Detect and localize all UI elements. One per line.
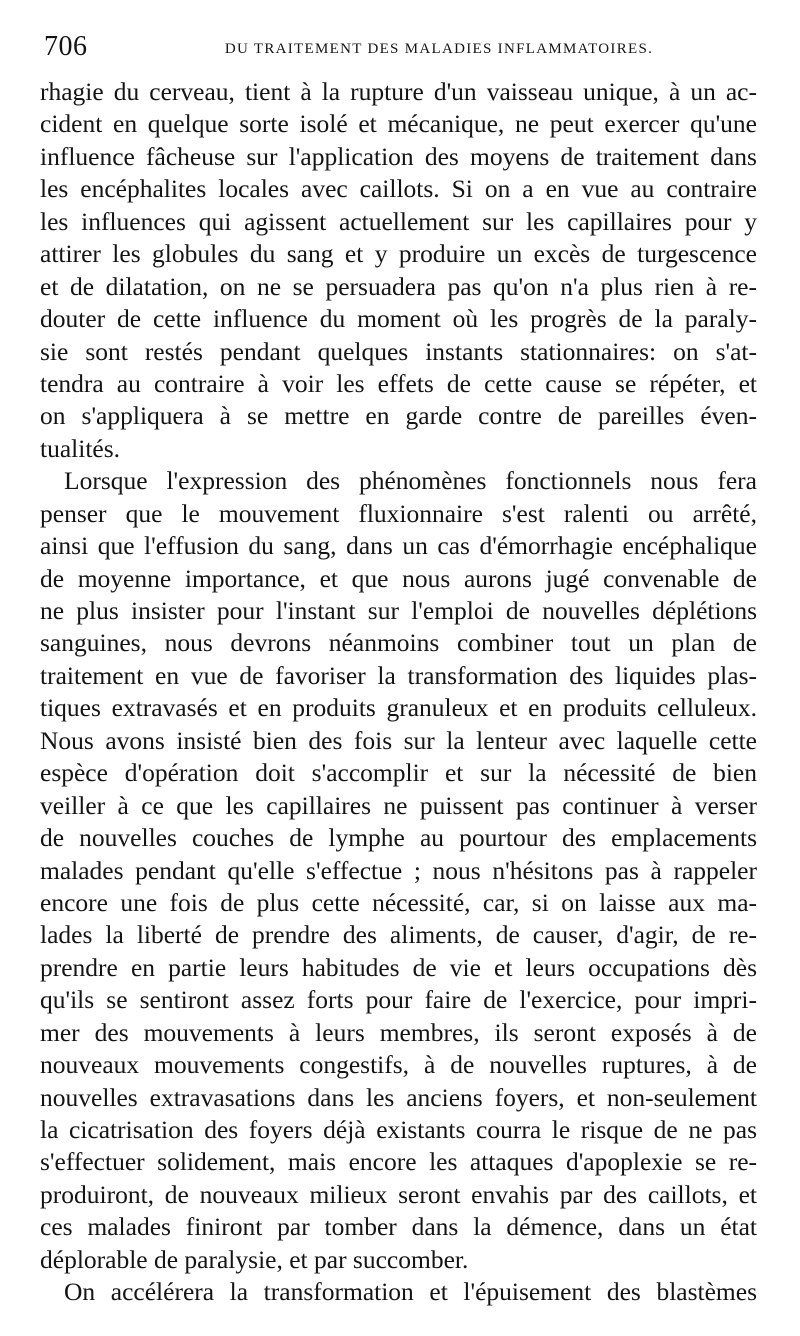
paragraph-first-line: On accélérera la transformation et l'épuisement des blastèmes [64,1277,757,1307]
body-text [40,76,757,1309]
page-header [44,30,756,66]
text-line: veiller à ce que les capillaires ne puissent pas continuer à verser [40,790,757,820]
text-line: ainsi que l'effusion du sang, dans un cas d'émorrhagie encéphalique [40,531,757,561]
text-line: penser que le mouvement fluxionnaire s'est ralenti ou arrêté, [40,498,757,528]
text-line: ne plus insister pour l'instant sur l'emploi de nouvelles déplétions [40,596,757,625]
paragraph-end-line: tualités. [40,433,121,463]
text-line: cident en quelque sorte isolé et mécanique, ne peut exercer qu'une [40,109,757,139]
text-line: de moyenne importance, et que nous aurons jugé convenable de [40,563,757,593]
text-line: influence fâcheuse sur l'application des moyens de traitement dans [40,141,757,171]
text-line: prendre en partie leurs habitudes de vie et leurs occupations dès [40,952,757,982]
text-line: malades pendant qu'elle s'effectue ; nous n'hésitons pas à rappeler [40,855,757,885]
text-line: lades la liberté de prendre des aliments, de causer, d'agir, de re- [40,920,757,950]
text-line: qu'ils se sentiront assez forts pour faire de l'exercice, pour impri- [40,985,757,1015]
text-line: nouveaux mouvements congestifs, à de nouvelles ruptures, à de [40,1050,757,1080]
running-title: DU TRAITEMENT DES MALADIES INFLAMMATOIRES. [224,41,654,57]
text-line: s'effectuer solidement, mais encore les attaques d'apoplexie se re- [40,1147,757,1177]
text-line: de nouvelles couches de lymphe au pourtour des emplacements [40,823,757,853]
text-line: tendra au contraire à voir les effets de cette cause se répéter, et [40,368,757,398]
text-line: Nous avons insisté bien des fois sur la lenteur avec laquelle cette [40,725,757,755]
text-line: nouvelles extravasations dans les anciens foyers, et non-seulement [40,1082,757,1112]
text-line: sanguines, nous devrons néanmoins combiner tout un plan de [40,628,757,658]
paragraph-first-line: Lorsque l'expression des phénomènes fonctionnels nous fera [64,466,757,496]
text-line: la cicatrisation des foyers déjà existants courra le risque de ne pas [40,1115,757,1144]
text-line: rhagie du cerveau, tient à la rupture d'un vaisseau unique, à un ac- [40,77,757,106]
text-line: ces malades finiront par tomber dans la démence, dans un état [40,1212,757,1242]
page-number: 706 [44,31,88,62]
text-line: on s'appliquera à se mettre en garde contre de pareilles éven- [40,401,757,431]
text-line: douter de cette influence du moment où les progrès de la paraly- [40,304,757,334]
text-line: sie sont restés pendant quelques instants stationnaires: on s'at- [40,336,757,366]
text-line: tiques extravasés et en produits granuleux et en produits celluleux. [40,693,757,723]
text-line: produiront, de nouveaux milieux seront envahis par des caillots, et [40,1179,757,1209]
text-line: mer des mouvements à leurs membres, ils seront exposés à de [40,1017,757,1047]
text-line: et de dilatation, on ne se persuadera pas qu'on n'a plus rien à re- [40,271,757,301]
text-line: les influences qui agissent actuellement sur les capillaires pour y [40,206,757,236]
text-line: espèce d'opération doit s'accomplir et sur la nécessité de bien [40,758,757,788]
text-line: les encéphalites locales avec caillots. Si on a en vue au contraire [40,174,757,204]
text-line: encore une fois de plus cette nécessité, car, si on laisse aux ma- [40,887,757,917]
text-line: attirer les globules du sang et y produire un excès de turgescence [40,239,757,269]
text-line: traitement en vue de favoriser la transformation des liquides plas- [40,660,757,690]
paragraph-end-line: déplorable de paralysie, et par succomber. [40,1244,469,1274]
